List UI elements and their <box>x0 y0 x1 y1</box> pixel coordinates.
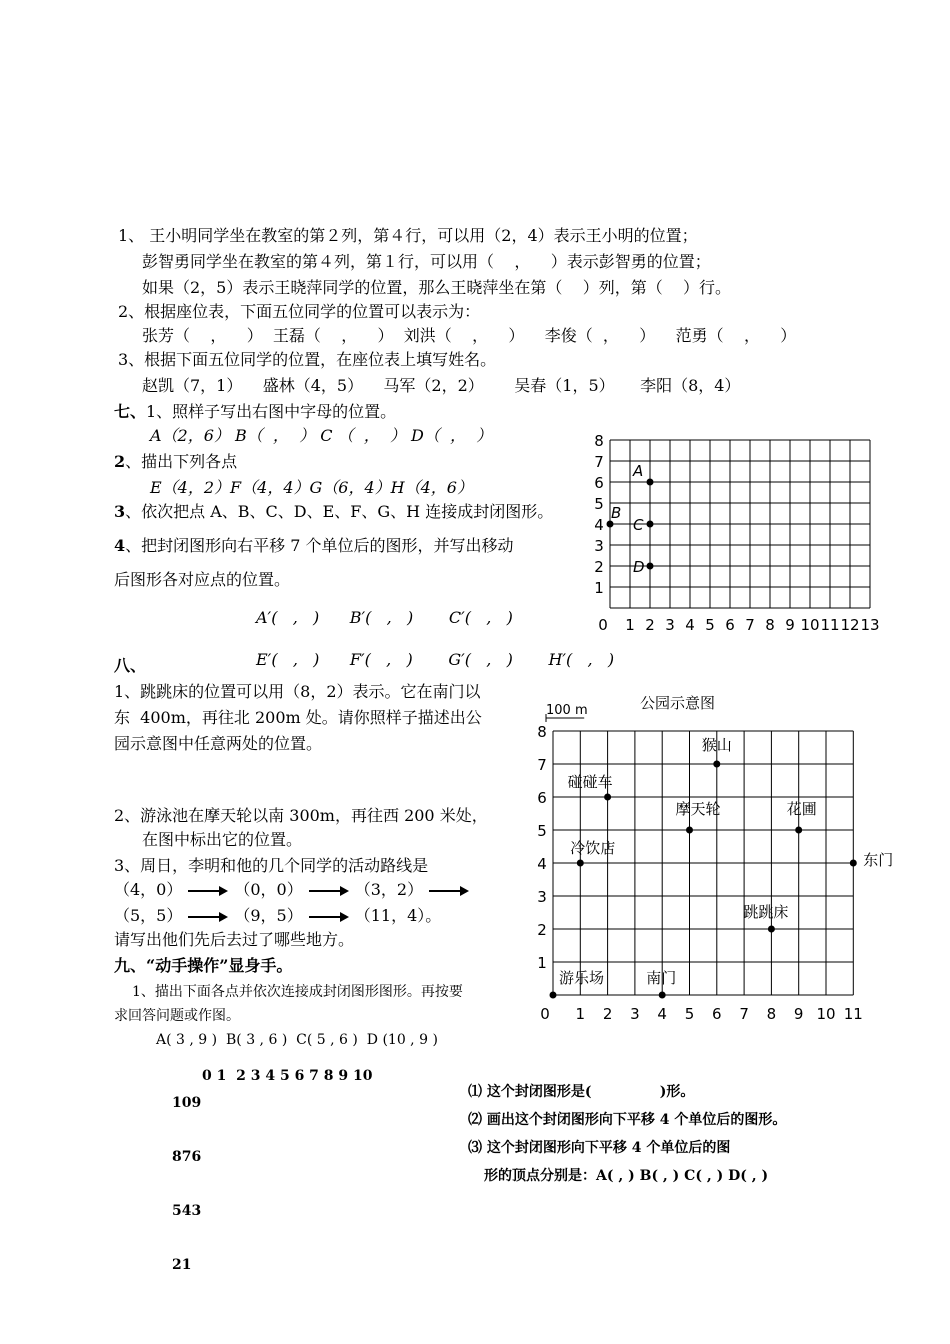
s8-q3-line1: 3、周日，李明和他的几个同学的活动路线是 <box>114 856 429 875</box>
scale-label: 100 m <box>546 703 588 718</box>
route-stop: （0，0） <box>234 880 303 899</box>
s9-points: A( 3 , 9 ) B( 3 , 6 ) C( 5 , 6 ) D (10 , 9 ) <box>156 1032 438 1048</box>
y-tick-label: 1 <box>594 579 604 597</box>
x-tick-label: 13 <box>860 616 880 634</box>
y-tick-label: 4 <box>594 516 604 534</box>
point-marker <box>647 479 654 486</box>
y-tick-label: 8 <box>594 432 604 450</box>
y-tick-label: 7 <box>594 453 604 471</box>
s8-q3-line4: 请写出他们先后去过了哪些地方。 <box>114 930 355 949</box>
y-tick-label: 2 <box>537 921 547 939</box>
place-marker <box>604 794 611 801</box>
s7-q2-num: 2 <box>114 452 126 471</box>
s7-answers-row2: E′( , ) F′( , ) G′( , ) H′( , ) <box>256 650 615 669</box>
s7-answers-row1: A′( , ) B′( , ) C′( , ) <box>256 608 513 627</box>
x-tick-label: 6 <box>725 616 735 634</box>
point-marker <box>647 563 654 570</box>
x-tick-label: 0 <box>598 616 608 634</box>
x-tick-label: 1 <box>575 1005 586 1023</box>
x-tick-label: 1 <box>625 616 635 634</box>
x-tick-label: 10 <box>800 616 820 634</box>
route-stop: （3，2） <box>354 880 424 899</box>
section8-heading: 八、 <box>114 656 147 675</box>
yaxis-line: 876 <box>172 1149 202 1165</box>
place-marker <box>795 827 802 834</box>
arrow-right-icon <box>188 912 228 922</box>
q1-line1: 1、 王小明同学坐在教室的第２列，第４行，可以用（2，4）表示王小明的位置； <box>118 226 698 245</box>
y-tick-label: 7 <box>537 756 547 774</box>
arrow-right-icon <box>309 912 349 922</box>
s9-answer1: ⑴ 这个封闭图形是( )形。 <box>468 1084 695 1100</box>
q1-line2: 彭智勇同学坐在教室的第４列，第１行，可以用（ ， ）表示彭智勇的位置； <box>142 252 711 271</box>
s7-q4-text: 、把封闭图形向右平移 7 个单位后的图形，并写出移动 <box>125 536 514 555</box>
place-marker <box>850 860 857 867</box>
x-tick-label: 2 <box>645 616 655 634</box>
route-stop: （11，4）。 <box>354 906 442 925</box>
x-tick-label: 10 <box>816 1005 836 1023</box>
x-tick-label: 4 <box>657 1005 667 1023</box>
place-marker <box>713 761 720 768</box>
route-stop: （4，0） <box>114 880 183 899</box>
section7-heading: 七、 <box>114 402 147 421</box>
x-tick-label: 3 <box>630 1005 640 1023</box>
map-title: 公园示意图 <box>640 694 716 712</box>
yaxis-line: 21 <box>172 1257 192 1273</box>
y-tick-label: 5 <box>537 822 547 840</box>
coordinate-grid <box>585 425 885 640</box>
y-tick-label: 8 <box>537 723 547 741</box>
s8-q2-line2: 在图中标出它的位置。 <box>142 830 303 849</box>
point-label: D <box>633 558 645 576</box>
s9-q1-line1: 1、描出下面各点并依次连接成封闭图形图形。再按要 <box>132 984 463 1000</box>
point-marker <box>647 521 654 528</box>
y-tick-label: 4 <box>537 855 547 873</box>
x-tick-label: 12 <box>840 616 860 634</box>
x-tick-label: 7 <box>739 1005 749 1023</box>
s7-q4-num: 4 <box>114 536 126 555</box>
x-tick-label: 4 <box>685 616 695 634</box>
place-label: 猴山 <box>701 736 732 754</box>
y-tick-label: 5 <box>594 495 604 513</box>
s8-q1-line3: 园示意图中任意两处的位置。 <box>114 734 323 753</box>
s7-q4-text2: 后图形各对应点的位置。 <box>114 570 291 589</box>
x-tick-label: 8 <box>765 616 775 634</box>
x-tick-label: 11 <box>820 616 840 634</box>
x-tick-label: 2 <box>602 1005 613 1023</box>
y-tick-label: 6 <box>537 789 547 807</box>
s7-q2-text: 、描出下列各点 <box>125 452 238 471</box>
arrow-right-icon <box>429 886 469 896</box>
s7-q2 <box>114 452 237 472</box>
s8-q2-line1: 2、游泳池在摩天轮以南 300m，再往西 200 米处， <box>114 806 488 825</box>
y-tick-label: 3 <box>594 537 604 555</box>
y-tick-label: 3 <box>537 888 547 906</box>
point-label: A <box>633 462 644 480</box>
park-map <box>530 688 910 1023</box>
s9-answer4: 形的顶点分别是：A( , ) B( , ) C( , ) D( , ) <box>484 1168 769 1184</box>
s7-q4 <box>114 536 514 556</box>
x-tick-label: 8 <box>766 1005 777 1023</box>
route-stop: （9，5） <box>234 906 303 925</box>
place-marker <box>686 827 693 834</box>
yaxis-line: 543 <box>172 1203 202 1219</box>
x-tick-label: 9 <box>785 616 795 634</box>
y-tick-label: 6 <box>594 474 604 492</box>
s7-q1: 1、照样子写出右图中字母的位置。 <box>146 402 397 421</box>
y-tick-label: 2 <box>594 558 604 576</box>
place-label: 碰碰车 <box>567 773 613 791</box>
section9-heading: 九、“动手操作”显身手。 <box>114 956 293 975</box>
s9-xaxis: 0 1 2 3 4 5 6 7 8 9 10 <box>202 1068 373 1084</box>
route-row2 <box>114 906 441 926</box>
point-label: B <box>611 504 622 522</box>
place-marker <box>577 860 584 867</box>
place-label: 游乐场 <box>559 969 605 987</box>
s7-q1-items: A（2，6） B（ ， ） C （ ， ） D（ ， ） <box>150 426 493 445</box>
place-label: 花圃 <box>786 800 817 818</box>
x-tick-label: 5 <box>705 616 715 634</box>
place-marker <box>659 992 666 999</box>
x-tick-label: 11 <box>843 1005 863 1023</box>
s9-yaxis <box>172 1058 201 1292</box>
s7-q2-items: E（4，2）F（4，4）G（6，4）H（4，6） <box>150 478 473 497</box>
place-marker <box>768 926 775 933</box>
route-stop: （5，5） <box>114 906 183 925</box>
x-tick-label: 0 <box>540 1005 550 1023</box>
s9-answer2: ⑵ 画出这个封闭图形向下平移 4 个单位后的图形。 <box>468 1112 787 1128</box>
y-tick-label: 1 <box>537 954 547 972</box>
yaxis-line: 109 <box>172 1095 202 1111</box>
place-label: 东门 <box>863 851 894 869</box>
x-tick-label: 9 <box>793 1005 804 1023</box>
s8-q1-line2: 东 400m，再往北 200m 处。请你照样子描述出公 <box>114 708 482 727</box>
s8-q1-line1: 1、跳跳床的位置可以用（8，2）表示。它在南门以 <box>114 682 481 701</box>
route-row1 <box>114 880 475 900</box>
x-tick-label: 6 <box>712 1005 722 1023</box>
place-label: 跳跳床 <box>743 903 789 921</box>
s7-q3 <box>114 502 553 522</box>
place-label: 摩天轮 <box>675 800 721 818</box>
place-label: 冷饮店 <box>570 839 616 857</box>
place-marker <box>550 992 557 999</box>
arrow-right-icon <box>188 886 228 896</box>
s7-q3-text: 、依次把点 A、B、C、D、E、F、G、H 连接成封闭图形。 <box>125 502 554 521</box>
s9-q1-line2: 求回答问题或作图。 <box>114 1008 240 1024</box>
arrow-right-icon <box>309 886 349 896</box>
q2-line2: 张芳（ ， ） 王磊（ ， ） 刘洪（ ， ） 李俊（ ， ） 范勇（ ， ） <box>142 326 797 345</box>
place-label: 南门 <box>646 969 677 987</box>
q3-line2: 赵凯（7，1） 盛林（4，5） 马军（2，2） 吴春（1，5） 李阳（8，4） <box>142 376 741 395</box>
x-tick-label: 3 <box>665 616 675 634</box>
s7-q3-num: 3 <box>114 502 126 521</box>
s9-answer3: ⑶ 这个封闭图形向下平移 4 个单位后的图 <box>468 1140 731 1156</box>
q2-line1: 2、根据座位表，下面五位同学的位置可以表示为： <box>118 302 481 321</box>
x-tick-label: 7 <box>745 616 755 634</box>
x-tick-label: 5 <box>684 1005 695 1023</box>
q1-line3: 如果（2，5）表示王晓萍同学的位置，那么王晓萍坐在第（ ）列，第（ ）行。 <box>142 278 732 297</box>
point-label: C <box>633 516 644 534</box>
q3-line1: 3、根据下面五位同学的位置，在座位表上填写姓名。 <box>118 350 497 369</box>
